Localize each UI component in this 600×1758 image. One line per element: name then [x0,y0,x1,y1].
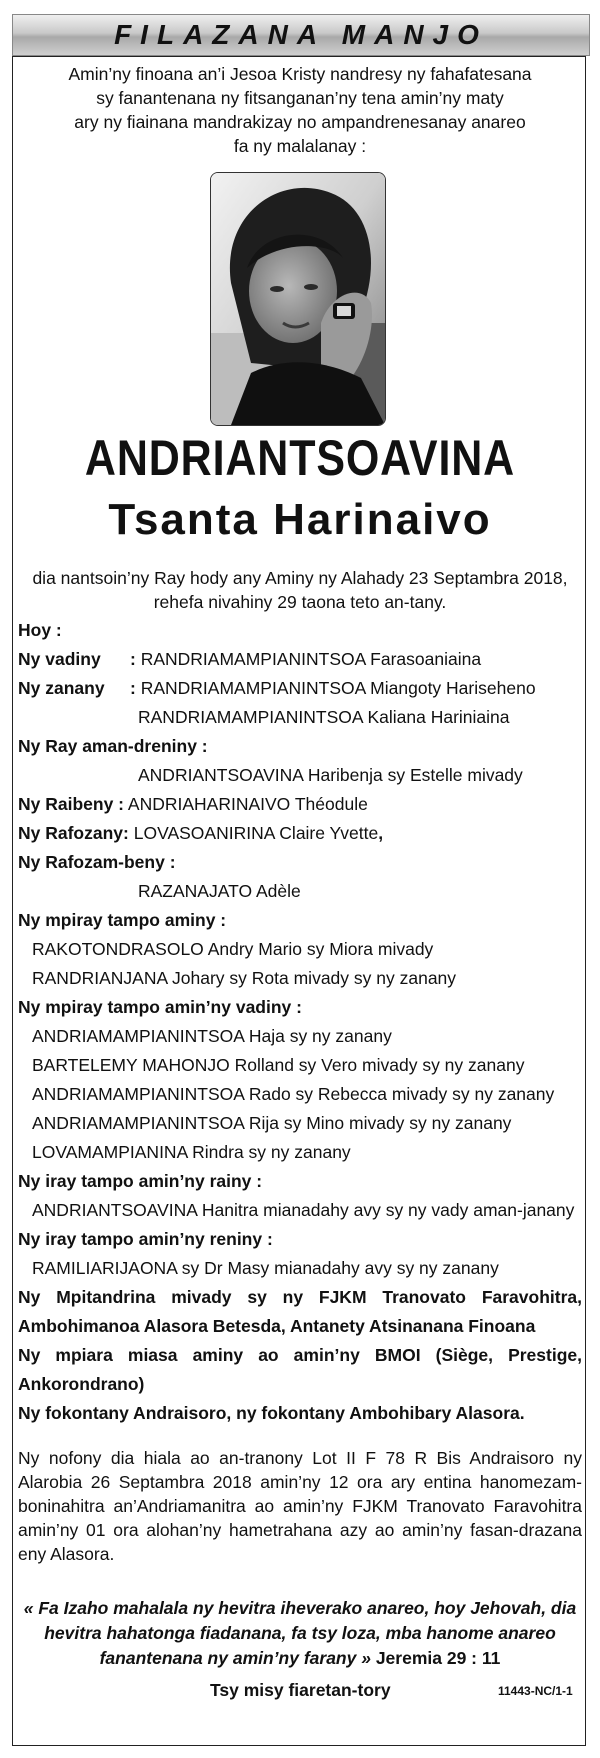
in-law-value: LOVASOANIRINA Claire Yvette [133,823,379,843]
in-law-suffix: , [378,823,384,843]
closing-line: Tsy misy fiaretan-tory [210,1680,391,1700]
children-value: RANDRIAMAMPIANINTSOA Miangoty Hariseheno [140,678,536,698]
parents-in-law-label: Ny Ray aman-dreniny : [18,736,208,756]
parents-value: RANDRIAMAMPIANINTSOA Farasoaniaina [140,649,482,669]
death-line: rehefa nivahiny 29 taona teto an-tany. [153,592,447,612]
death-line: dia nantsoin’ny Ray hody any Aminy ny Alahady 23 Septambra 2018, [32,568,568,588]
children-colon: : [130,678,136,698]
deceased-given-names: Tsanta Harinaivo [108,495,492,544]
parents-in-law-value: ANDRIANTSOAVINA Haribenja sy Estelle mivady [138,765,523,785]
spouse-siblings-value: ANDRIAMAMPIANINTSOA Rado sy Rebecca mivady sy ny zanany [32,1084,555,1104]
children-value: RANDRIAMAMPIANINTSOA Kaliana Hariniaina [138,707,510,727]
verse-reference: Jeremia 29 : 11 [375,1648,501,1668]
intro-line: sy fanantenana ny fitsanganan’ny tena amin’ny maty [96,88,504,108]
spouse-siblings-value: BARTELEMY MAHONJO Rolland sy Vero mivady sy ny zanany [32,1055,525,1075]
father-sibling-label: Ny iray tampo amin’ny rainy : [18,1171,263,1191]
header-banner [12,14,590,56]
organization-entry: Ny mpiara miasa aminy ao amin’ny BMOI (Siège, Prestige, Ankorondrano) [18,1345,582,1394]
header-title: FILAZANA MANJO [114,19,488,50]
family-list [18,616,582,1428]
funeral-details: Ny nofony dia hiala ao an-tranony Lot II F 78 R Bis Andraisoro ny Alarobia 26 Septambra 2018 amin’ny 12 ora ary entina hanomezam-boninahitra an’Andriamanitra ao amin’ny FJKM Tranovato Faravohitra amin’ny 01 ora alohan’ny hametrahana azy ao amin’ny fasan-drazana eny Alasora. [18,1448,582,1564]
parents-label: Ny vadiny [18,649,101,669]
organization-entry: Ny fokontany Andraisoro, ny fokontany Ambohibary Alasora. [18,1403,525,1423]
parents-colon: : [130,649,136,669]
children-row [18,674,582,703]
spouse-siblings-label: Ny mpiray tampo amin’ny vadiny : [18,997,302,1017]
parents-row [18,645,582,674]
spouse-siblings-value: ANDRIAMAMPIANINTSOA Haja sy ny zanany [32,1026,392,1046]
mother-sibling-value: RAMILIARIJAONA sy Dr Masy mianadahy avy sy ny zanany [32,1258,499,1278]
uncle-label: Ny Raibeny : [18,794,124,814]
spouse-siblings-value: LOVAMAMPIANINA Rindra sy ny zanany [32,1142,351,1162]
hoy-label: Hoy : [18,620,62,640]
death-notice [12,566,588,614]
intro-line: ary ny fiainana mandrakizay no ampandrenesanay anareo [74,112,526,132]
grand-in-law-label: Ny Rafozam-beny : [18,852,176,872]
grand-in-law-value: RAZANAJATO Adèle [138,881,301,901]
in-law-row [18,819,582,848]
reference-code: 11443-NC/1-1 [498,1684,573,1698]
in-law-label: Ny Rafozany: [18,823,129,843]
uncle-row [18,790,582,819]
intro-text [12,62,588,158]
verse-text: « Fa Izaho mahalala ny hevitra iheverako anareo, hoy Jehovah, dia hevitra hahatonga fiadanana, fa tsy loza, mba hanome anareo fanantenana ny amin’ny farany » [23,1598,577,1668]
bible-verse [18,1596,582,1671]
deceased-surname: ANDRIANTSOAVINA [84,430,516,486]
father-sibling-value: ANDRIANTSOAVINA Hanitra mianadahy avy sy ny vady aman-janany [32,1200,575,1220]
portrait-photo-icon [211,173,385,425]
intro-line: Amin’ny finoana an’i Jesoa Kristy nandresy ny fahafatesana [68,64,532,84]
siblings-value: RANDRIANJANA Johary sy Rota mivady sy ny zanany [32,968,457,988]
mother-sibling-label: Ny iray tampo amin’ny reniny : [18,1229,273,1249]
children-label: Ny zanany [18,678,105,698]
uncle-value: ANDRIAHARINAIVO Théodule [127,794,368,814]
siblings-label: Ny mpiray tampo aminy : [18,910,227,930]
siblings-value: RAKOTONDRASOLO Andry Mario sy Miora mivady [32,939,434,959]
organization-entry: Ny Mpitandrina mivady sy ny FJKM Tranovato Faravohitra, Ambohimanoa Alasora Betesda, Antanety Atsinanana Finoana [18,1287,582,1336]
portrait-photo [210,172,386,426]
spouse-siblings-value: ANDRIAMAMPIANINTSOA Rija sy Mino mivady sy ny zanany [32,1113,512,1133]
intro-line: fa ny malalanay : [233,136,367,156]
